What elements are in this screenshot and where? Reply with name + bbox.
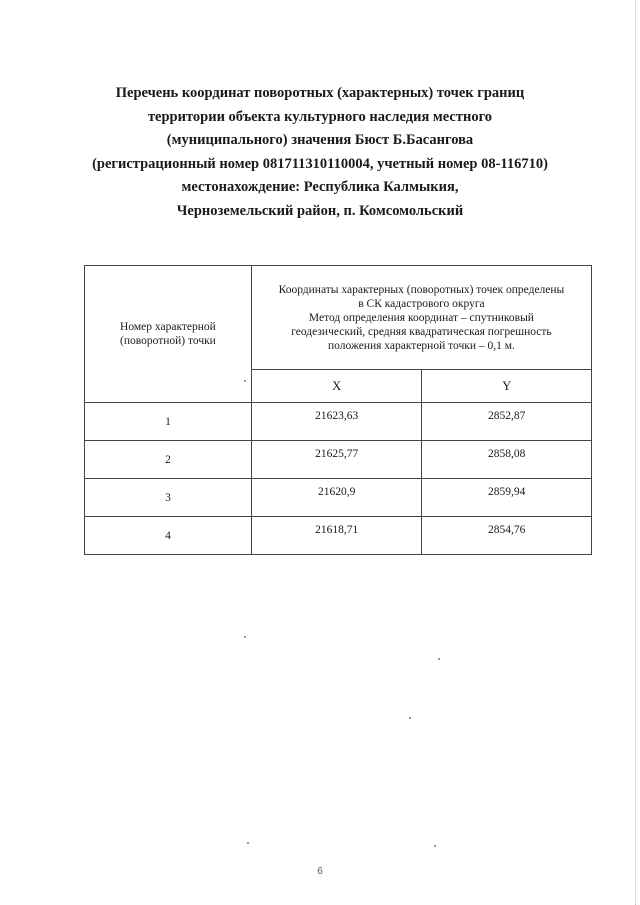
x-value-cell: 21625,77 bbox=[251, 441, 422, 479]
title-line: (муниципального) значения Бюст Б.Басангова bbox=[166, 132, 474, 148]
coordinates-table bbox=[84, 265, 592, 555]
point-number-cell: 4 bbox=[85, 517, 252, 555]
scan-speck bbox=[247, 842, 249, 844]
header-point-number-line2: (поворотной) точки bbox=[120, 335, 216, 347]
table-row bbox=[85, 479, 592, 517]
scan-speck bbox=[438, 658, 440, 660]
scan-speck bbox=[434, 845, 436, 847]
point-number-cell: 1 bbox=[85, 403, 252, 441]
table-row bbox=[85, 403, 592, 441]
scan-speck bbox=[244, 636, 246, 638]
x-value-cell: 21623,63 bbox=[251, 403, 422, 441]
y-value-cell: 2858,08 bbox=[422, 441, 592, 479]
header-coordinates-line: Метод определения координат – спутниковый bbox=[308, 311, 534, 324]
y-value-cell: 2854,76 bbox=[422, 517, 592, 555]
header-coordinates-line: геодезический, средняя квадратическая погрешность bbox=[291, 325, 552, 338]
title-line: Перечень координат поворотных (характерных) точек границ bbox=[115, 85, 525, 101]
table-row bbox=[85, 441, 592, 479]
table-row bbox=[85, 517, 592, 555]
point-number-cell: 2 bbox=[85, 441, 252, 479]
header-coordinates-line: Координаты характерных (поворотных) точек определены bbox=[278, 283, 565, 296]
point-number-cell: 3 bbox=[85, 479, 252, 517]
title-line: (регистрационный номер 081711310110004, учетный номер 08-116710) bbox=[92, 155, 548, 172]
page-number: 6 bbox=[317, 866, 323, 877]
scan-speck bbox=[409, 717, 411, 719]
scan-speck bbox=[244, 380, 246, 382]
y-value-cell: 2852,87 bbox=[422, 403, 592, 441]
title-line: территории объекта культурного наследия местного bbox=[147, 108, 493, 125]
title-line: местонахождение: Республика Калмыкия, bbox=[181, 179, 459, 195]
title-line: Черноземельский район, п. Комсомольский bbox=[176, 202, 464, 219]
scan-edge-line bbox=[634, 0, 636, 905]
header-point-number bbox=[85, 266, 252, 403]
y-value-cell: 2859,94 bbox=[422, 479, 592, 517]
header-y: Y bbox=[422, 370, 592, 403]
x-value-cell: 21620,9 bbox=[251, 479, 422, 517]
header-point-number-line1: Номер характерной bbox=[120, 321, 216, 333]
x-value-cell: 21618,71 bbox=[251, 517, 422, 555]
header-coordinates-line: в СК кадастрового округа bbox=[358, 297, 485, 310]
header-coordinates bbox=[251, 266, 591, 370]
header-coordinates-line: положения характерной точки – 0,1 м. bbox=[327, 339, 515, 352]
header-x: X bbox=[251, 370, 422, 403]
document-title bbox=[60, 82, 580, 223]
